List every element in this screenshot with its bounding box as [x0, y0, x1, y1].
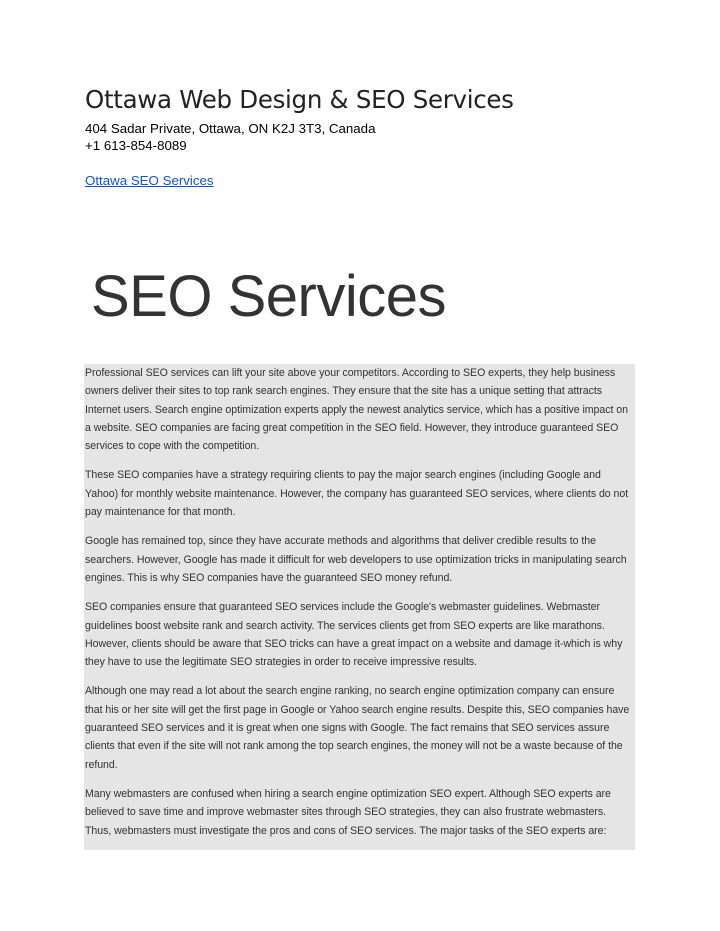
section-heading: SEO Services — [91, 264, 446, 329]
document-header — [85, 84, 645, 190]
article-paragraph: These SEO companies have a strategy requiring clients to pay the major search engines (including Google and Yahoo) for monthly website maintenance. However, the company has guaranteed SEO services, where clients do not pay maintenance for that month. — [85, 469, 629, 519]
article-paragraph: SEO companies ensure that guaranteed SEO services include the Google's webmaster guidelines. Webmaster guidelines boost website rank and search activity. The services clients get from SEO experts are like marathons. However, clients should be aware that SEO tricks can have a great impact on a website and damage it-which is why they have to use the legitimate SEO strategies in order to receive impressive results. — [85, 601, 623, 669]
page-title: Ottawa Web Design & SEO Services — [85, 85, 514, 114]
ottawa-seo-services-link[interactable]: Ottawa SEO Services — [85, 173, 214, 188]
article-body — [84, 364, 635, 850]
article-paragraph: Google has remained top, since they have accurate methods and algorithms that deliver credible results to the searchers. However, Google has made it difficult for web developers to use optimization tricks in manipulating search engines. This is why SEO companies have the guaranteed SEO money refund. — [85, 535, 627, 584]
article-paragraph: Many webmasters are confused when hiring a search engine optimization SEO expert. Although SEO experts are believed to save time and improve webmaster sites through SEO strategies, they can also frustrate webmasters. Thus, webmasters must investigate the pros and cons of SEO services. The major tasks of the SEO experts are: — [85, 787, 611, 837]
business-address: 404 Sadar Private, Ottawa, ON K2J 3T3, Canada — [85, 121, 376, 136]
article-paragraph: Although one may read a lot about the search engine ranking, no search engine optimization company can ensure that his or her site will get the first page in Google or Yahoo search engine results. Despite this, SEO companies have guaranteed SEO services and it is great when one signs with Google. The fact remains that SEO services assure clients that even if the site will not rank among the top search engines, the money will not be a waste because of the refund. — [85, 685, 630, 771]
article-paragraph: Professional SEO services can lift your site above your competitors. According to SEO experts, they help business owners deliver their sites to top rank search engines. They ensure that the site has a unique setting that attracts Internet users. Search engine optimization experts apply the newest analytics service, which has a positive impact on a website. SEO companies are facing great competition in the SEO field. However, they introduce guaranteed SEO services to cope with the competition. — [85, 367, 628, 453]
business-phone: +1 613-854-8089 — [85, 138, 187, 153]
